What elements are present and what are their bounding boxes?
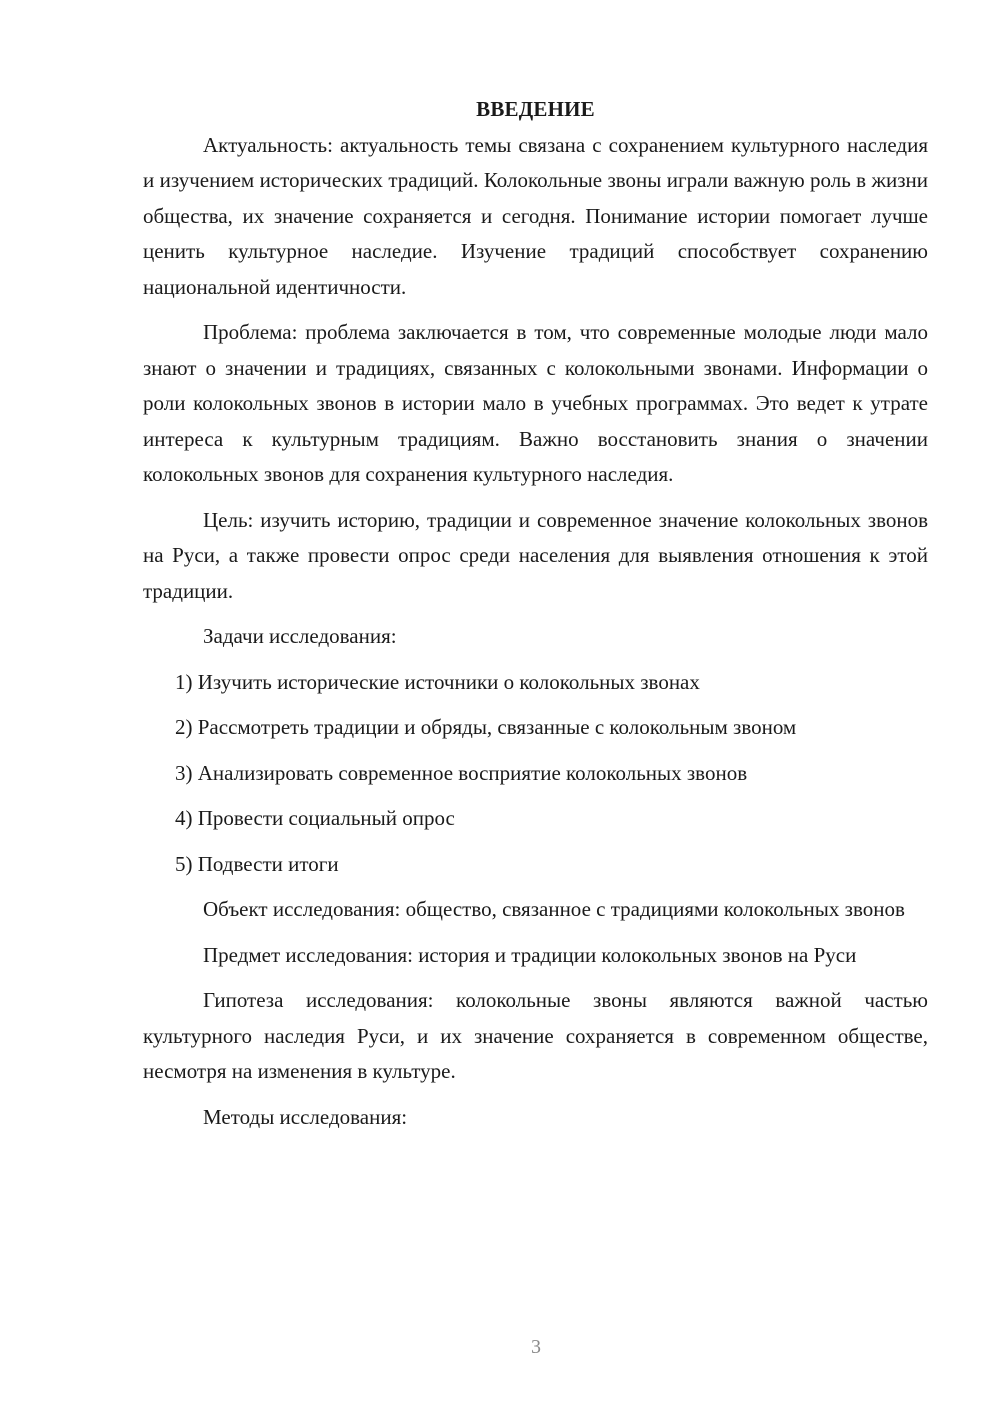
goal-paragraph: Цель: изучить историю, традиции и современное значение колокольных звонов на Руси, а также провести опрос среди населения для выявления отношения к этой традиции. — [143, 507, 928, 603]
page-number: 3 — [531, 1336, 541, 1358]
document-page — [143, 92, 928, 1145]
tasks-heading: Задачи исследования: — [203, 624, 397, 648]
list-item: 3) Анализировать современное восприятие колокольных звонов — [175, 760, 748, 785]
relevance-paragraph: Актуальность: актуальность темы связана с сохранением культурного наследия и изучением исторических традиций. Колокольные звоны играли важную роль в жизни общества, их значение сохраняется и сегодня. Понимание истории помогает лучше ценить культурное наследие. Изучение традиций способствует сохранению национальной идентичности. — [143, 132, 928, 299]
subject-paragraph: Предмет исследования: история и традиции колокольных звонов на Руси — [203, 942, 857, 967]
list-item: 2) Рассмотреть традиции и обряды, связанные с колокольным звоном — [175, 715, 797, 739]
section-heading: ВВЕДЕНИЕ — [476, 97, 595, 121]
list-item: 5) Подвести итоги — [175, 851, 339, 876]
hypothesis-paragraph: Гипотеза исследования: колокольные звоны являются важной частью культурного наследия Руси, и их значение сохраняется в современном обществе, несмотря на изменения в культуре. — [143, 988, 928, 1083]
methods-paragraph: Методы исследования: — [203, 1104, 408, 1129]
list-item: 4) Провести социальный опрос — [175, 806, 455, 830]
tasks-list — [143, 665, 928, 883]
problem-paragraph: Проблема: проблема заключается в том, что современные молодые люди мало знают о значении и традициях, связанных с колокольными звонами. Информации о роли колокольных звонов в истории мало в учебных программах. Это ведет к утрате интереса к культурным традициям. Важно восстановить знания о значении колокольных звонов для сохранения культурного наследия. — [143, 320, 928, 486]
object-paragraph: Объект исследования: общество, связанное с традициями колокольных звонов — [203, 897, 905, 921]
list-item: 1) Изучить исторические источники о колокольных звонах — [175, 669, 700, 694]
